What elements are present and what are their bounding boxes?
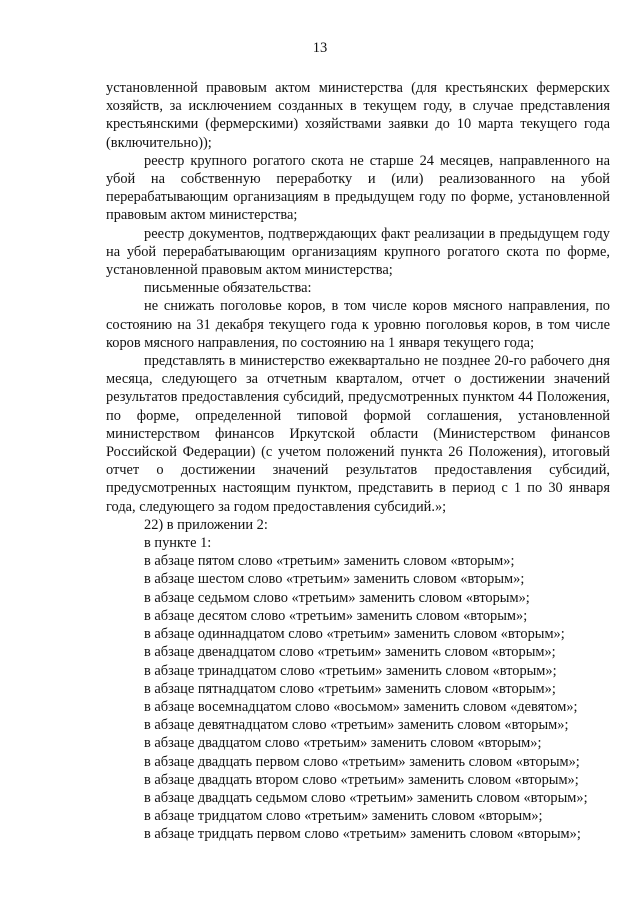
amendment-line: в абзаце тридцатом слово «третьим» заменить словом «вторым»; — [144, 808, 543, 825]
amendment-line: в абзаце двадцать первом слово «третьим» заменить словом «вторым»; — [144, 753, 580, 770]
amendment-line: в абзаце шестом слово «третьим» заменить словом «вторым»; — [144, 571, 525, 588]
amendment-line: в абзаце девятнадцатом слово «третьим» заменить словом «вторым»; — [144, 717, 569, 734]
paragraph-point-1: в пункте 1: — [144, 535, 212, 552]
amendment-line: в абзаце тридцать первом слово «третьим» заменить словом «вторым»; — [144, 826, 581, 843]
paragraph-appendix-2: 22) в приложении 2: — [144, 516, 268, 533]
document-body — [106, 79, 610, 844]
paragraph-continuation: установленной правовым актом министерства (для крестьянских фермерских хозяйств, за исключением созданных в текущем году, в случае представления крестьянскими (фермерскими) хозяйствами заявки до 10 марта текущего года (включительно)); — [106, 80, 610, 151]
amendment-line: в абзаце десятом слово «третьим» заменить словом «вторым»; — [144, 607, 528, 624]
amendment-line: в абзаце восемнадцатом слово «восьмом» заменить словом «девятом»; — [144, 698, 578, 715]
amendment-line: в абзаце одиннадцатом слово «третьим» заменить словом «вторым»; — [144, 626, 565, 643]
amendment-line: в абзаце седьмом слово «третьим» заменить словом «вторым»; — [144, 589, 530, 606]
amendment-line: в абзаце пятом слово «третьим» заменить словом «вторым»; — [144, 553, 515, 570]
amendment-line: в абзаце пятнадцатом слово «третьим» заменить словом «вторым»; — [144, 680, 556, 697]
paragraph-cattle-registry: реестр крупного рогатого скота не старше 24 месяцев, направленного на убой на собственную переработку и (или) реализованного на убой перерабатывающим организациям в предыдущем году по форме, установленной правовым актом министерства; — [106, 152, 610, 224]
paragraph-written-obligations: письменные обязательства: — [144, 280, 312, 297]
paragraph-livestock-obligation: не снижать поголовье коров, в том числе коров мясного направления, по состоянию на 31 декабря текущего года к уровню поголовья коров, в том числе коров мясного направления, по состоянию на 1 января текущего года; — [106, 298, 610, 351]
amendment-line: в абзаце тринадцатом слово «третьим» заменить словом «вторым»; — [144, 662, 557, 679]
amendment-line: в абзаце двадцать седьмом слово «третьим» заменить словом «вторым»; — [144, 789, 588, 806]
paragraph-reporting-obligation: представлять в министерство ежеквартально не позднее 20-го рабочего дня месяца, следующего за отчетным кварталом, отчет о достижении значений результатов предоставления субсидий, предусмотренных пунктом 44 Положения, по форме, определенной типовой формой соглашения, установленной министерством финансов Иркутской области (Министерством финансов Российской Федерации) (с учетом положений пункта 26 Положения), итоговый отчет о достижении значений результатов предоставления субсидий, предусмотренных настоящим пунктом, представить в период с 1 по 30 января года, следующего за годом предоставления субсидий.»; — [106, 353, 610, 515]
amendment-line: в абзаце двенадцатом слово «третьим» заменить словом «вторым»; — [144, 644, 556, 661]
amendment-line: в абзаце двадцать втором слово «третьим» заменить словом «вторым»; — [144, 771, 579, 788]
paragraph-documents-registry: реестр документов, подтверждающих факт реализации в предыдущем году на убой перерабатывающим организациям крупного рогатого скота по форме, установленной правовым актом министерства; — [106, 225, 610, 279]
amendment-line: в абзаце двадцатом слово «третьим» заменить словом «вторым»; — [144, 735, 542, 752]
page-number: 13 — [312, 40, 328, 56]
